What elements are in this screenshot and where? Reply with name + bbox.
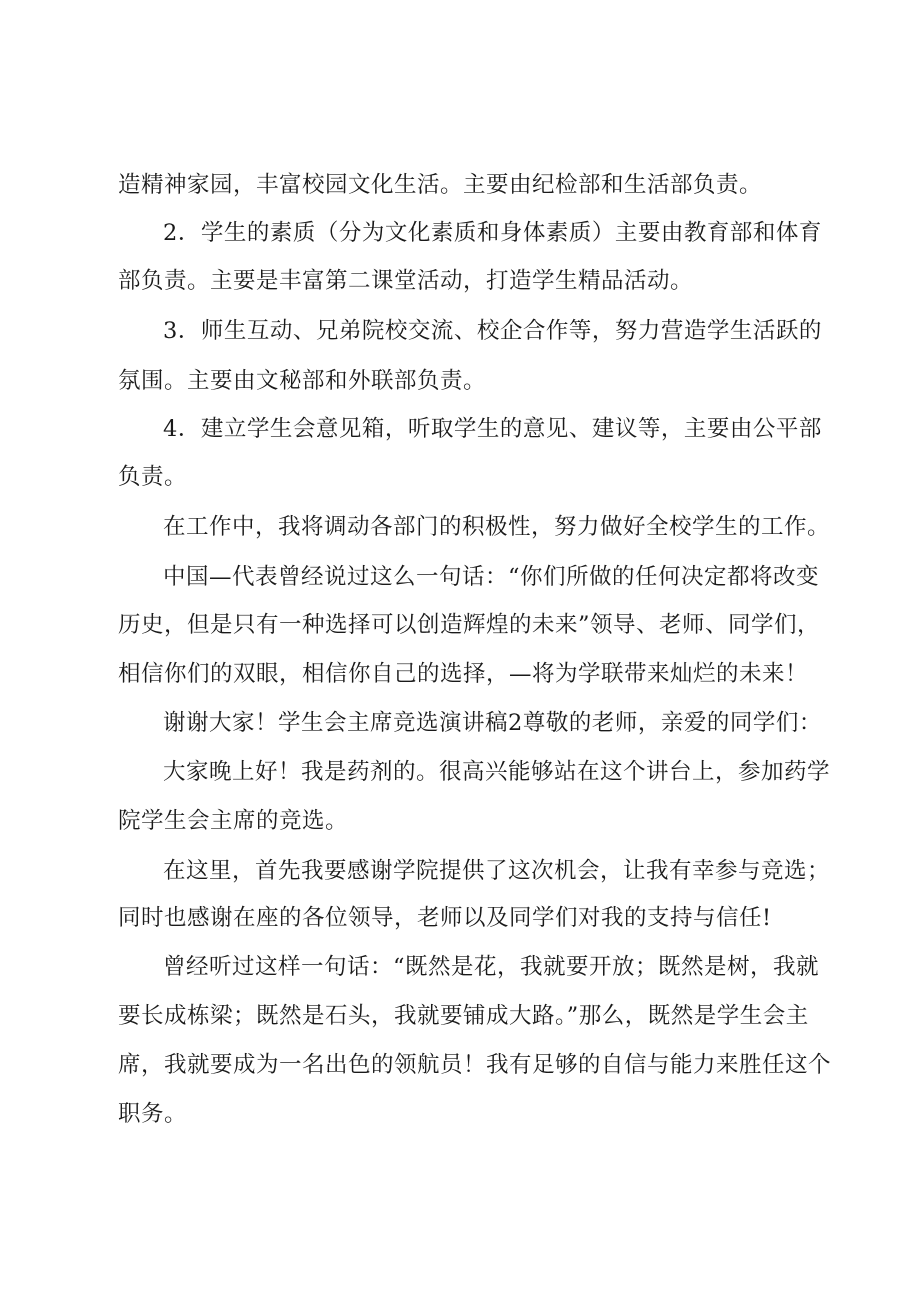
text-line: 在这里，首先我要感谢学院提供了这次机会，让我有幸参与竞选； xyxy=(163,858,831,884)
text-line: 职务。 xyxy=(118,1101,188,1127)
text-line: 4．建立学生会意见箱，听取学生的意见、建议等，主要由公平部 xyxy=(163,416,822,442)
text-line: 在工作中，我将调动各部门的积极性，努力做好全校学生的工作。 xyxy=(163,514,831,540)
text-line: 造精神家园，丰富校园文化生活。主要由纪检部和生活部负责。 xyxy=(118,172,763,198)
text-line: 2．学生的素质（分为文化素质和身体素质）主要由教育部和体育 xyxy=(163,220,822,246)
text-line: 要长成栋梁；既然是石头，我就要铺成大路。”那么，既然是学生会主 xyxy=(118,1003,809,1029)
text-line: 席，我就要成为一名出色的领航员！我有足够的自信与能力来胜任这个 xyxy=(118,1052,832,1078)
text-line: 曾经听过这样一句话：“既然是花，我就要开放；既然是树，我就 xyxy=(163,954,820,980)
text-line: 部负责。主要是丰富第二课堂活动，打造学生精品活动。 xyxy=(118,268,694,294)
text-line: 氛围。主要由文秘部和外联部负责。 xyxy=(118,368,487,394)
text-line: 谢谢大家！学生会主席竞选演讲稿2尊敬的老师，亲爱的同学们： xyxy=(163,710,822,736)
text-line: 负责。 xyxy=(118,464,188,490)
text-line: 相信你们的双眼，相信你自己的选择，—将为学联带来灿烂的未来！ xyxy=(118,661,809,687)
text-line: 历史，但是只有一种选择可以创造辉煌的未来”领导、老师、同学们， xyxy=(118,612,821,638)
text-line: 院学生会主席的竞选。 xyxy=(118,808,349,834)
text-line: 同时也感谢在座的各位领导，老师以及同学们对我的支持与信任! xyxy=(118,905,772,931)
text-line: 大家晚上好！我是药剂的。很高兴能够站在这个讲台上，参加药学 xyxy=(163,759,831,785)
text-line: 3．师生互动、兄弟院校交流、校企合作等，努力营造学生活跃的 xyxy=(163,318,822,344)
text-line: 中国—代表曾经说过这么一句话：“你们所做的任何决定都将改变 xyxy=(163,564,820,590)
